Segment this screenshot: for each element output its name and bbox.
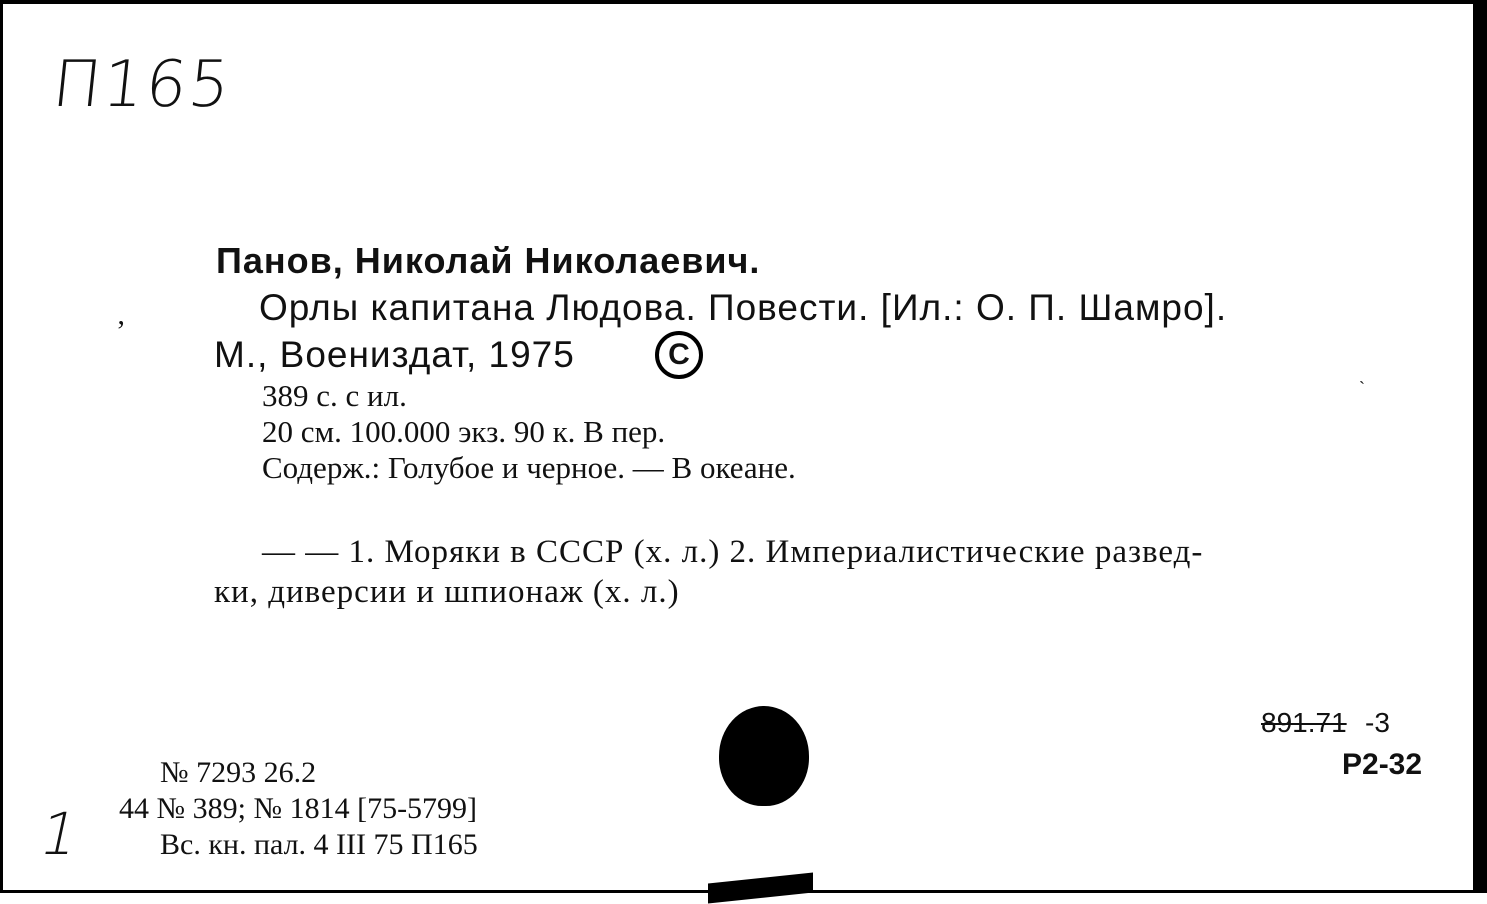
class-code-suffix: -3 xyxy=(1365,707,1390,738)
edge-mark xyxy=(708,872,813,903)
handwritten-shelfmark: П165 xyxy=(49,48,236,122)
margin-tick: ‚ xyxy=(116,298,126,331)
order-number-line-3: Вс. кн. пал. 4 III 75 П165 xyxy=(160,828,478,861)
subject-headings-line-2: ки, диверсии и шпионаж (х. л.) xyxy=(214,574,680,610)
stray-mark: ` xyxy=(1359,378,1365,398)
copyright-icon: C xyxy=(655,331,703,379)
pagination: 389 с. с ил. xyxy=(262,378,407,413)
title-line-1: Орлы капитана Людова. Повести. [Ил.: О. П. Шамро]. xyxy=(259,287,1228,328)
shelf-code: Р2-32 xyxy=(1342,748,1423,781)
contents-note: Содерж.: Голубое и черное. — В океане. xyxy=(262,450,796,485)
subject-headings-line-1: — — 1. Моряки в СССР (х. л.) 2. Империалистические развед- xyxy=(262,534,1204,570)
imprint-line: М., Воениздат, 1975 xyxy=(214,334,575,375)
punch-hole xyxy=(719,706,809,806)
size-run-price: 20 см. 100.000 экз. 90 к. В пер. xyxy=(262,414,666,449)
author-heading: Панов, Николай Николаевич. xyxy=(216,240,761,281)
class-code-struck: 891.71 xyxy=(1261,707,1347,738)
order-number-line-1: № 7293 26.2 xyxy=(160,756,317,789)
handwritten-count: 1 xyxy=(33,800,86,868)
order-number-line-2: 44 № 389; № 1814 [75-5799] xyxy=(119,792,478,825)
